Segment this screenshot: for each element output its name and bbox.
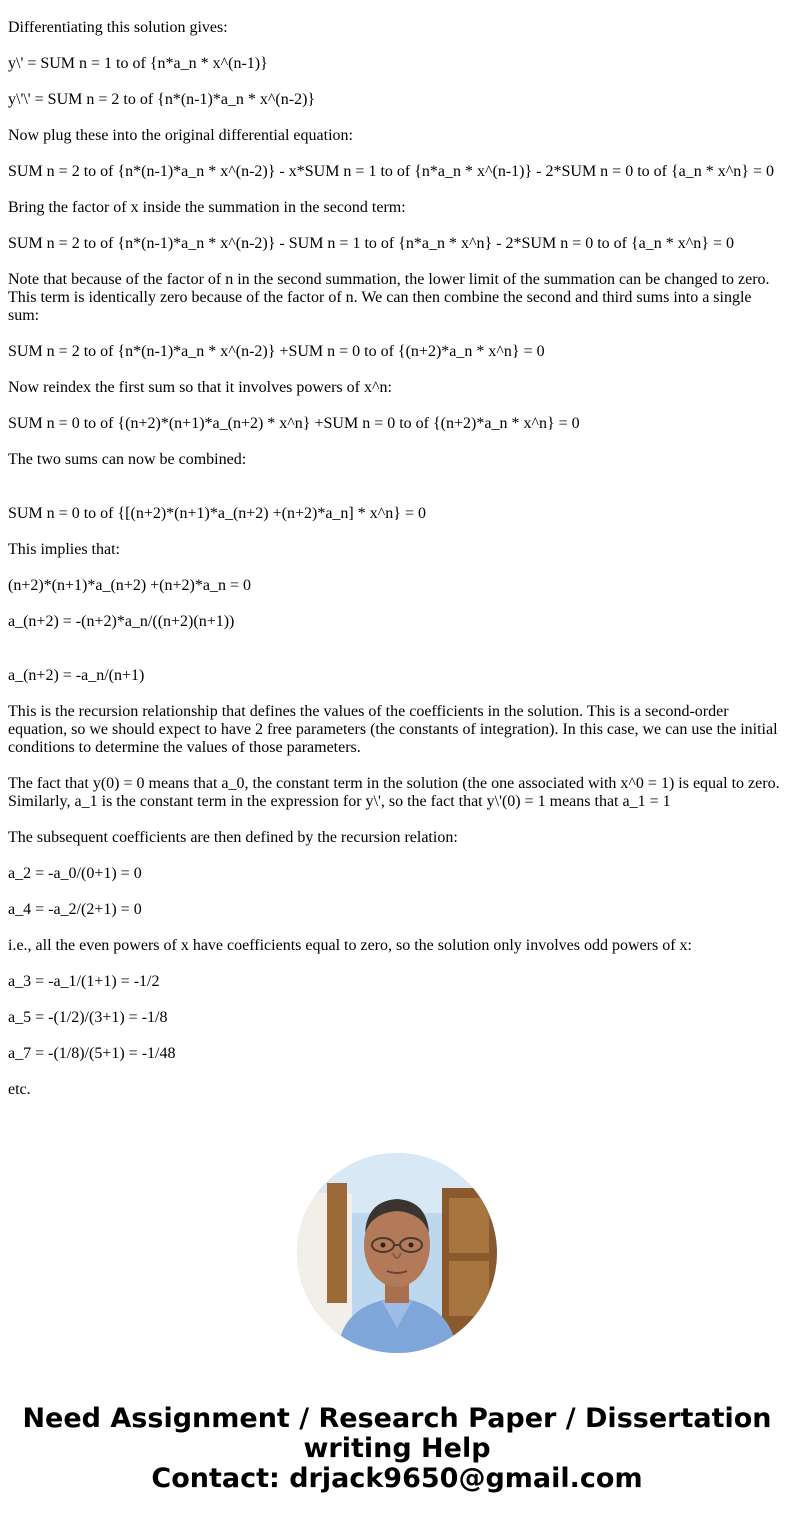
equation: a_3 = -a_1/(1+1) = -1/2 xyxy=(8,973,160,990)
equation: SUM n = 2 to of {n*(n-1)*a_n * x^(n-2)} - x*SUM n = 1 to of {n*a_n * x^(n-1)} - 2*SUM n = 0 to of {a_n * x^n} = 0 xyxy=(8,163,774,180)
paragraph: Now plug these into the original differential equation: xyxy=(8,127,353,144)
paragraph: This implies that: xyxy=(8,541,120,558)
promo-line-2: writing Help xyxy=(303,1433,491,1464)
paragraph: The subsequent coefficients are then defined by the recursion relation: xyxy=(8,829,458,846)
paragraph xyxy=(8,0,786,1)
paragraph: Bring the factor of x inside the summation in the second term: xyxy=(8,199,406,216)
author-avatar xyxy=(297,1153,497,1353)
equation: SUM n = 2 to of {n*(n-1)*a_n * x^(n-2)} +SUM n = 0 to of {(n+2)*a_n * x^n} = 0 xyxy=(8,343,545,360)
paragraph: i.e., all the even powers of x have coefficients equal to zero, so the solution only involves odd powers of x: xyxy=(8,937,692,954)
paragraph: Note that because of the factor of n in the second summation, the lower limit of the summation can be changed to zero. This term is identically zero because of the factor of n. We can then combine the second and third sums into a single sum: xyxy=(8,271,770,324)
equation: (n+2)*(n+1)*a_(n+2) +(n+2)*a_n = 0 xyxy=(8,577,251,594)
equation: y\' = SUM n = 1 to of {n*a_n * x^(n-1)} xyxy=(8,55,268,72)
paragraph: This is the recursion relationship that defines the values of the coefficients in the solution. This is a second-order equation, so we should expect to have 2 free parameters (the constants of integration). In this case, we can use the initial conditions to determine the values of those parameters. xyxy=(8,703,778,756)
portrait-image xyxy=(297,1153,497,1353)
equation: a_(n+2) = -a_n/(n+1) xyxy=(8,667,145,684)
equation: y\'\' = SUM n = 2 to of {n*(n-1)*a_n * x^(n-2)} xyxy=(8,91,316,108)
paragraph: Now reindex the first sum so that it involves powers of x^n: xyxy=(8,379,392,396)
solution-text xyxy=(8,0,786,1117)
equation: SUM n = 2 to of {n*(n-1)*a_n * x^(n-2)} - SUM n = 1 to of {n*a_n * x^n} - 2*SUM n = 0 to of {a_n * x^n} = 0 xyxy=(8,235,734,252)
promo-line-1: Need Assignment / Research Paper / Dissertation xyxy=(22,1403,772,1434)
paragraph: The fact that y(0) = 0 means that a_0, the constant term in the solution (the one associated with x^0 = 1) is equal to zero. Similarly, a_1 is the constant term in the expression for y\', so the fact that y\'(0) = 1 means that a_1 = 1 xyxy=(8,775,780,810)
promo-contact: Contact: drjack9650@gmail.com xyxy=(151,1463,643,1494)
equation: a_(n+2) = -(n+2)*a_n/((n+2)(n+1)) xyxy=(8,613,235,630)
paragraph: Differentiating this solution gives: xyxy=(8,19,228,36)
promo-banner xyxy=(0,1404,794,1494)
equation: SUM n = 0 to of {[(n+2)*(n+1)*a_(n+2) +(n+2)*a_n] * x^n} = 0 xyxy=(8,505,426,522)
equation: a_7 = -(1/8)/(5+1) = -1/48 xyxy=(8,1045,176,1062)
equation: a_5 = -(1/2)/(3+1) = -1/8 xyxy=(8,1009,168,1026)
paragraph: The two sums can now be combined: xyxy=(8,451,247,468)
equation: SUM n = 0 to of {(n+2)*(n+1)*a_(n+2) * x^n} +SUM n = 0 to of {(n+2)*a_n * x^n} = 0 xyxy=(8,415,580,432)
equation: a_2 = -a_0/(0+1) = 0 xyxy=(8,865,142,882)
equation: a_4 = -a_2/(2+1) = 0 xyxy=(8,901,142,918)
paragraph: etc. xyxy=(8,1081,31,1098)
